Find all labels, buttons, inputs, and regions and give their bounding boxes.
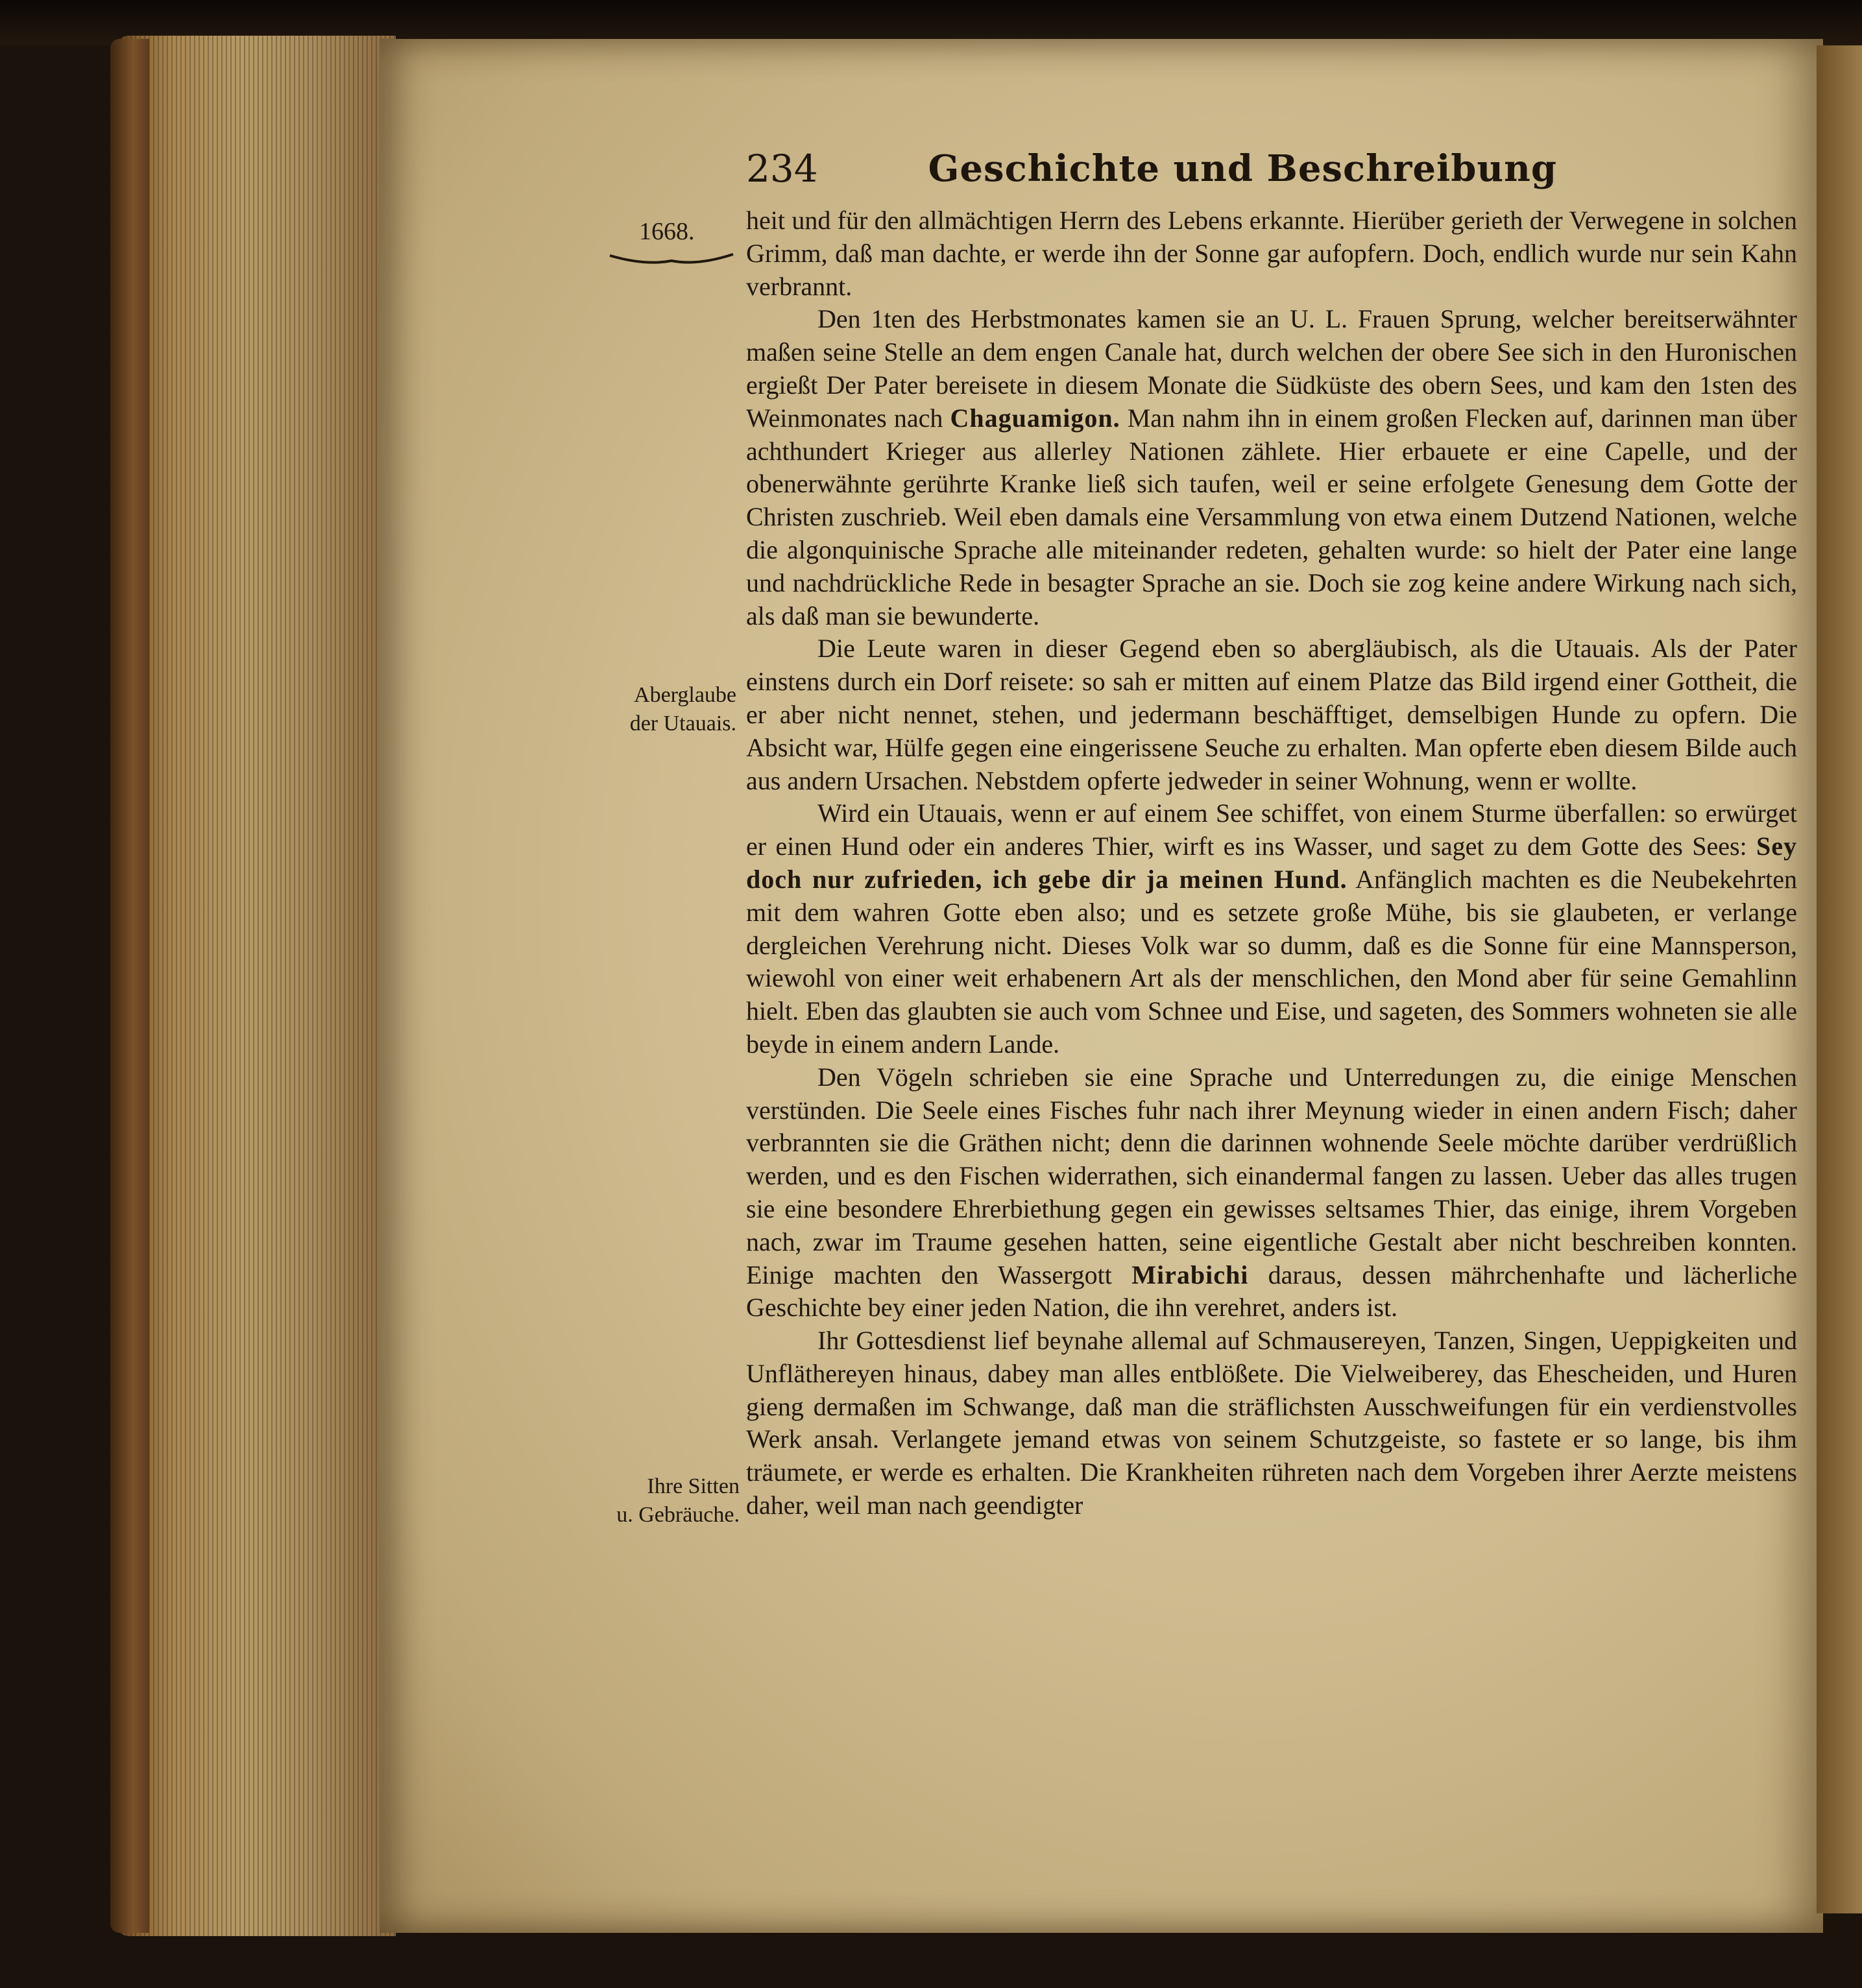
margin-note-line: Aberglaube [634, 683, 736, 707]
paragraph-text: Anfänglich machten es die Neubekehrten mit dem wahren Gotte eben also; und es setzete große Mühe, bis sie glaubeten, er verlange dergleichen Verehrung nicht. Dieses Volk war so dumm, daß es die Sonne für eine Mannsperson, wiewohl von einer weit erhabenern Art als der menschlichen, den Mond aber für seine Gemahlinn hielt. Eben das glaubten sie auch vom Schnee und Eise, und sageten, des Sommers wohneten sie alle beyde in einem andern Lande. [746, 864, 1797, 1059]
margin-note-line: Ihre Sitten [647, 1474, 740, 1498]
facing-page-edge [1817, 45, 1862, 1913]
paragraph-text: Wird ein Utauais, wenn er auf einem See schiffet, von einem Sturme überfallen: so erwürget er einen Hund oder ein anderes Thier, wirft es ins Wasser, und saget zu dem Gotte des Sees: [746, 798, 1797, 861]
quote-emphasis: Sey doch nur zufrieden, ich gebe dir ja meinen Hund. [746, 832, 1797, 894]
margin-ornament [607, 248, 736, 267]
body-text [746, 204, 1797, 1522]
margin-note-line: u. Gebräuche. [616, 1503, 740, 1527]
paragraph-3: Die Leute waren in dieser Gegend eben so abergläubisch, als die Utauais. Als der Pater einstens durch ein Dorf reisete: so sah er mitten auf einem Platze das Bild irgend einer Gottheit, die er aber nicht nennet, stehen, und jedermann beschäfftiget, demselbigen Hunde zu opfern. Die Absicht war, Hülfe gegen eine eingerissene Seuche zu erhalten. Man opferte eben diesem Bilde auch aus andern Ursachen. Nebstdem opferte jedweder in seiner Wohnung, wenn er wollte. [746, 634, 1797, 795]
margin-note-sitten [587, 1472, 740, 1529]
running-title: Geschichte und Beschreibung [928, 147, 1557, 190]
page-header [746, 143, 1557, 195]
book-cover-edge [110, 39, 149, 1933]
paragraph-text: Den Vögeln schrieben sie eine Sprache und Unterredungen zu, die einige Menschen verstünden. Die Seele eines Fisches fuhr nach ihrer Meynung wieder in einen andern Fisch; daher verbrannten sie die Gräthen nicht; denn die darinnen wohnende Seele möchte darüber verdrüßlich werden, und es den Fischen widerrathen, sich einandermal fangen zu lassen. Ueber das alles trugen sie eine besondere Ehrerbiethung gegen ein gewisses seltsames Thier, das einige, ihrem Vorgeben nach, zwar im Traume gesehen hatten, seine eigentliche Gestalt aber nicht beschreiben konnten. Einige machten den Wassergott [746, 1062, 1797, 1289]
page-number: 234 [746, 147, 818, 191]
paragraph-text: daraus, dessen mährchenhafte und lächerliche Geschichte bey einer jeden Nation, die ihn verehret, anders ist. [746, 1260, 1797, 1323]
paragraph-text: Den 1ten des Herbstmonates kamen sie an U. L. Frauen Sprung, welcher bereitserwähnter maßen seine Stelle an dem engen Canale hat, durch welchen der obere See sich in den Huronischen ergießt Der Pater bereisete in diesem Monate die Südküste des obern Sees, und kam den 1sten des Weinmonates nach [746, 304, 1797, 433]
book-page-edges [117, 36, 396, 1936]
margin-year: 1668. [639, 218, 695, 245]
margin-note-line: der Utauais. [629, 712, 736, 736]
margin-note-aberglaube [600, 681, 736, 738]
paragraph-5 [746, 1061, 1797, 1324]
name-emphasis: Mirabichi [1131, 1260, 1249, 1289]
paragraph-2 [746, 303, 1797, 632]
paragraph-4 [746, 797, 1797, 1060]
paragraph-text: Man nahm ihn in einem großen Flecken auf, darinnen man über achthundert Krieger aus allerley Nationen zählete. Hier erbauete er eine Capelle, und der obenerwähnte gerührte Kranke ließ sich taufen, weil er seine erfolgete Genesung dem Gotte der Christen zuschrieb. Weil eben damals eine Versammlung von etwa einem Dutzend Nationen, welche die algonquinische Sprache alle miteinander redeten, gehalten wurde: so hielt der Pater eine lange und nachdrückliche Rede in besagter Sprache an sie. Doch sie zog keine andere Wirkung nach sich, als daß man sie bewunderte. [746, 403, 1797, 630]
place-name-emphasis: Chaguamigon. [950, 403, 1120, 433]
paragraph-6: Ihr Gottesdienst lief beynahe allemal auf Schmausereyen, Tanzen, Singen, Ueppigkeiten und Unfläthereyen hinaus, dabey man alles entblößete. Die Vielweiberey, das Ehescheiden, und Huren gieng dermaßen im Schwange, daß man die sträflichsten Ausschweifungen für ein verdienstvolles Werk ansah. Verlangete jemand etwas von seinem Schutzgeiste, so fastete er so lange, bis ihm träumete, er werde es erhalten. Die Krankheiten rühreten nach dem Vorgeben ihrer Aerzte meistens daher, weil man nach geendigter [746, 1326, 1797, 1520]
paragraph-1: heit und für den allmächtigen Herrn des Lebens erkannte. Hierüber gerieth der Verwegene in solchen Grimm, daß man dachte, er werde ihn der Sonne gar aufopfern. Doch, endlich wurde nur sein Kahn verbrannt. [746, 206, 1797, 301]
